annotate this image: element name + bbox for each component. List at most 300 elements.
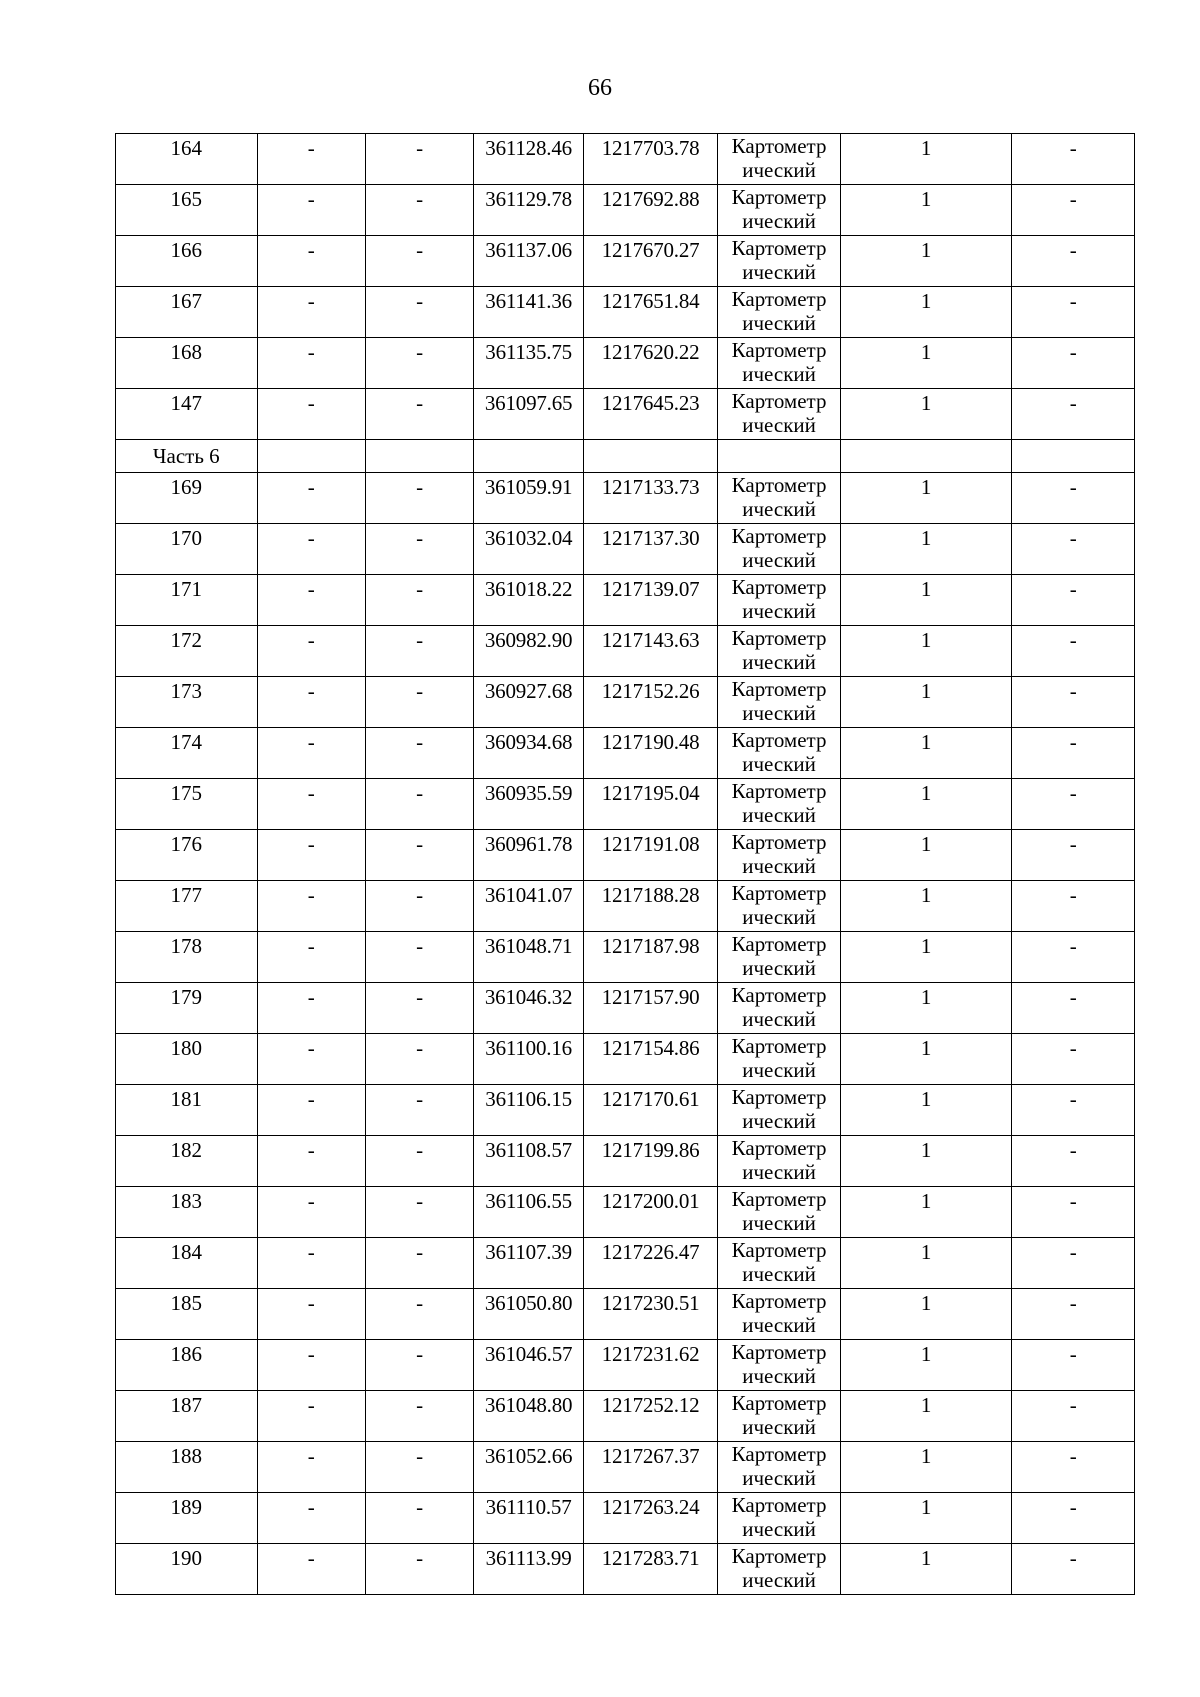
precision-cell: 1 — [840, 983, 1012, 1034]
method-cell — [718, 1340, 840, 1391]
y-coordinate-cell: 1217188.28 — [583, 881, 718, 932]
table-row — [116, 1493, 1135, 1544]
old-y-cell: - — [365, 728, 473, 779]
x-coordinate-cell: 360927.68 — [474, 677, 583, 728]
old-x-cell: - — [257, 287, 365, 338]
point-number-cell: 184 — [116, 1238, 258, 1289]
method-cell — [718, 983, 840, 1034]
x-coordinate-cell: 360935.59 — [474, 779, 583, 830]
old-x-cell: - — [257, 983, 365, 1034]
old-x-cell: - — [257, 728, 365, 779]
old-x-cell: - — [257, 1034, 365, 1085]
old-y-cell: - — [365, 287, 473, 338]
old-y-cell: - — [365, 983, 473, 1034]
old-y-cell: - — [365, 779, 473, 830]
table-row — [116, 287, 1135, 338]
old-x-cell: - — [257, 389, 365, 440]
precision-cell: 1 — [840, 287, 1012, 338]
old-y-cell: - — [365, 1544, 473, 1595]
table-row — [116, 575, 1135, 626]
method-cell — [718, 287, 840, 338]
method-line-2: ический — [742, 311, 816, 335]
description-cell: - — [1012, 389, 1135, 440]
precision-cell: 1 — [840, 1034, 1012, 1085]
x-coordinate-cell: 361100.16 — [474, 1034, 583, 1085]
method-cell — [718, 389, 840, 440]
table-row — [116, 932, 1135, 983]
y-coordinate-cell: 1217263.24 — [583, 1493, 718, 1544]
x-coordinate-cell: 361135.75 — [474, 338, 583, 389]
table-row — [116, 626, 1135, 677]
y-coordinate-cell: 1217645.23 — [583, 389, 718, 440]
old-x-cell: - — [257, 1544, 365, 1595]
y-coordinate-cell: 1217154.86 — [583, 1034, 718, 1085]
precision-cell: 1 — [840, 338, 1012, 389]
description-cell: - — [1012, 1034, 1135, 1085]
x-coordinate-cell: 360934.68 — [474, 728, 583, 779]
table-row — [116, 881, 1135, 932]
point-number-cell: 173 — [116, 677, 258, 728]
table-row — [116, 134, 1135, 185]
old-x-cell: - — [257, 1085, 365, 1136]
precision-cell: 1 — [840, 779, 1012, 830]
table-row — [116, 1085, 1135, 1136]
method-line-1: Картометр — [731, 1136, 827, 1160]
table-row — [116, 524, 1135, 575]
old-x-cell: - — [257, 575, 365, 626]
x-coordinate-cell: 361137.06 — [474, 236, 583, 287]
x-coordinate-cell: 361052.66 — [474, 1442, 583, 1493]
table-row — [116, 1544, 1135, 1595]
old-y-cell: - — [365, 1238, 473, 1289]
description-cell: - — [1012, 830, 1135, 881]
method-line-1: Картометр — [731, 1238, 827, 1262]
old-y-cell: - — [365, 830, 473, 881]
method-line-2: ический — [742, 1007, 816, 1031]
page-number: 66 — [588, 75, 612, 101]
x-coordinate-cell: 361059.91 — [474, 473, 583, 524]
point-number-cell: 180 — [116, 1034, 258, 1085]
precision-cell: 1 — [840, 728, 1012, 779]
description-cell: - — [1012, 932, 1135, 983]
point-number-cell: 182 — [116, 1136, 258, 1187]
precision-cell: 1 — [840, 236, 1012, 287]
point-number-cell: 186 — [116, 1340, 258, 1391]
method-cell — [718, 236, 840, 287]
old-x-cell: - — [257, 1238, 365, 1289]
old-x-cell: - — [257, 134, 365, 185]
table-row — [116, 1289, 1135, 1340]
old-x-cell: - — [257, 1340, 365, 1391]
description-cell: - — [1012, 983, 1135, 1034]
y-coordinate-cell: 1217170.61 — [583, 1085, 718, 1136]
method-line-1: Картометр — [731, 932, 827, 956]
method-line-2: ический — [742, 905, 816, 929]
table-row — [116, 1034, 1135, 1085]
x-coordinate-cell: 361128.46 — [474, 134, 583, 185]
description-cell: - — [1012, 1544, 1135, 1595]
description-cell: - — [1012, 881, 1135, 932]
precision-cell: 1 — [840, 932, 1012, 983]
old-y-cell: - — [365, 1085, 473, 1136]
y-coordinate-cell: 1217187.98 — [583, 932, 718, 983]
old-x-cell: - — [257, 473, 365, 524]
method-line-2: ический — [742, 1415, 816, 1439]
x-coordinate-cell: 361097.65 — [474, 389, 583, 440]
precision-cell: 1 — [840, 1340, 1012, 1391]
method-line-2: ический — [742, 1109, 816, 1133]
old-y-cell: - — [365, 473, 473, 524]
y-coordinate-cell: 1217620.22 — [583, 338, 718, 389]
point-number-cell: 188 — [116, 1442, 258, 1493]
method-cell — [718, 1187, 840, 1238]
y-coordinate-cell: 1217199.86 — [583, 1136, 718, 1187]
method-line-1: Картометр — [731, 779, 827, 803]
method-cell — [718, 1238, 840, 1289]
old-x-cell: - — [257, 185, 365, 236]
description-cell: - — [1012, 524, 1135, 575]
x-coordinate-cell: 360982.90 — [474, 626, 583, 677]
old-y-cell: - — [365, 1289, 473, 1340]
method-line-1: Картометр — [731, 473, 827, 497]
point-number-cell: 171 — [116, 575, 258, 626]
x-coordinate-cell: 361032.04 — [474, 524, 583, 575]
table-row — [116, 389, 1135, 440]
point-number-cell: 190 — [116, 1544, 258, 1595]
method-cell — [718, 1034, 840, 1085]
old-y-cell: - — [365, 932, 473, 983]
old-x-cell: - — [257, 236, 365, 287]
old-x-cell: - — [257, 1187, 365, 1238]
old-y-cell: - — [365, 524, 473, 575]
method-line-1: Картометр — [731, 1289, 827, 1313]
old-y-cell: - — [365, 881, 473, 932]
table-body-part-b — [116, 473, 1135, 1595]
table-row — [116, 1442, 1135, 1493]
point-number-cell: 187 — [116, 1391, 258, 1442]
point-number-cell: 183 — [116, 1187, 258, 1238]
point-number-cell: 147 — [116, 389, 258, 440]
x-coordinate-cell: 361113.99 — [474, 1544, 583, 1595]
method-line-1: Картометр — [731, 1085, 827, 1109]
description-cell: - — [1012, 575, 1135, 626]
table-row — [116, 779, 1135, 830]
method-cell — [718, 338, 840, 389]
old-y-cell: - — [365, 185, 473, 236]
table-row — [116, 236, 1135, 287]
method-line-1: Картометр — [731, 1391, 827, 1415]
method-line-2: ический — [742, 497, 816, 521]
old-x-cell: - — [257, 1136, 365, 1187]
method-line-2: ический — [742, 1517, 816, 1541]
old-y-cell: - — [365, 1493, 473, 1544]
precision-cell: 1 — [840, 1544, 1012, 1595]
y-coordinate-cell: 1217252.12 — [583, 1391, 718, 1442]
old-y-cell: - — [365, 677, 473, 728]
old-y-cell: - — [365, 236, 473, 287]
method-line-2: ический — [742, 650, 816, 674]
method-line-2: ический — [742, 854, 816, 878]
method-line-2: ический — [742, 599, 816, 623]
method-cell — [718, 677, 840, 728]
method-line-2: ический — [742, 1160, 816, 1184]
x-coordinate-cell: 361048.71 — [474, 932, 583, 983]
old-x-cell: - — [257, 1391, 365, 1442]
old-y-cell: - — [365, 389, 473, 440]
description-cell: - — [1012, 185, 1135, 236]
method-line-1: Картометр — [731, 1493, 827, 1517]
point-number-cell: 189 — [116, 1493, 258, 1544]
precision-cell: 1 — [840, 473, 1012, 524]
y-coordinate-cell: 1217226.47 — [583, 1238, 718, 1289]
old-y-cell: - — [365, 626, 473, 677]
method-line-1: Картометр — [731, 1544, 827, 1568]
x-coordinate-cell: 360961.78 — [474, 830, 583, 881]
method-line-2: ический — [742, 1313, 816, 1337]
method-cell — [718, 1085, 840, 1136]
precision-cell: 1 — [840, 1289, 1012, 1340]
old-y-cell: - — [365, 575, 473, 626]
method-line-1: Картометр — [731, 575, 827, 599]
old-x-cell: - — [257, 932, 365, 983]
precision-cell: 1 — [840, 185, 1012, 236]
precision-cell: 1 — [840, 1391, 1012, 1442]
description-cell: - — [1012, 134, 1135, 185]
point-number-cell: 178 — [116, 932, 258, 983]
method-cell — [718, 881, 840, 932]
y-coordinate-cell: 1217231.62 — [583, 1340, 718, 1391]
point-number-cell: 175 — [116, 779, 258, 830]
old-x-cell: - — [257, 677, 365, 728]
method-line-2: ический — [742, 260, 816, 284]
x-coordinate-cell: 361106.55 — [474, 1187, 583, 1238]
method-cell — [718, 1493, 840, 1544]
section-row — [116, 440, 1135, 473]
old-x-cell: - — [257, 779, 365, 830]
table-row — [116, 1136, 1135, 1187]
section-header — [116, 440, 1135, 473]
precision-cell: 1 — [840, 1493, 1012, 1544]
method-cell — [718, 1289, 840, 1340]
table-row — [116, 983, 1135, 1034]
old-y-cell: - — [365, 134, 473, 185]
method-line-2: ический — [742, 1364, 816, 1388]
method-cell — [718, 1136, 840, 1187]
y-coordinate-cell: 1217157.90 — [583, 983, 718, 1034]
precision-cell: 1 — [840, 1085, 1012, 1136]
old-x-cell: - — [257, 338, 365, 389]
method-line-1: Картометр — [731, 287, 827, 311]
point-number-cell: 181 — [116, 1085, 258, 1136]
table-row — [116, 1340, 1135, 1391]
table-row — [116, 728, 1135, 779]
table-row — [116, 473, 1135, 524]
y-coordinate-cell: 1217651.84 — [583, 287, 718, 338]
point-number-cell: 174 — [116, 728, 258, 779]
method-line-1: Картометр — [731, 983, 827, 1007]
table-row — [116, 338, 1135, 389]
old-x-cell: - — [257, 1493, 365, 1544]
description-cell: - — [1012, 677, 1135, 728]
method-line-1: Картометр — [731, 185, 827, 209]
method-line-2: ический — [742, 1211, 816, 1235]
old-y-cell: - — [365, 1340, 473, 1391]
method-cell — [718, 779, 840, 830]
description-cell: - — [1012, 1442, 1135, 1493]
x-coordinate-cell: 361050.80 — [474, 1289, 583, 1340]
method-cell — [718, 1544, 840, 1595]
table-row — [116, 1187, 1135, 1238]
y-coordinate-cell: 1217283.71 — [583, 1544, 718, 1595]
y-coordinate-cell: 1217143.63 — [583, 626, 718, 677]
y-coordinate-cell: 1217195.04 — [583, 779, 718, 830]
method-line-1: Картометр — [731, 830, 827, 854]
description-cell: - — [1012, 1340, 1135, 1391]
point-number-cell: 176 — [116, 830, 258, 881]
point-number-cell: 167 — [116, 287, 258, 338]
description-cell: - — [1012, 1493, 1135, 1544]
method-line-2: ический — [742, 209, 816, 233]
method-line-1: Картометр — [731, 236, 827, 260]
method-cell — [718, 524, 840, 575]
y-coordinate-cell: 1217200.01 — [583, 1187, 718, 1238]
method-line-2: ический — [742, 1466, 816, 1490]
x-coordinate-cell: 361110.57 — [474, 1493, 583, 1544]
table-row — [116, 1238, 1135, 1289]
y-coordinate-cell: 1217137.30 — [583, 524, 718, 575]
y-coordinate-cell: 1217133.73 — [583, 473, 718, 524]
description-cell: - — [1012, 779, 1135, 830]
x-coordinate-cell: 361046.57 — [474, 1340, 583, 1391]
table-body-part-a — [116, 134, 1135, 440]
description-cell: - — [1012, 1187, 1135, 1238]
old-x-cell: - — [257, 881, 365, 932]
old-x-cell: - — [257, 524, 365, 575]
description-cell: - — [1012, 473, 1135, 524]
method-cell — [718, 830, 840, 881]
method-cell — [718, 1391, 840, 1442]
method-line-2: ический — [742, 158, 816, 182]
method-line-1: Картометр — [731, 626, 827, 650]
method-line-2: ический — [742, 362, 816, 386]
x-coordinate-cell: 361018.22 — [474, 575, 583, 626]
x-coordinate-cell: 361129.78 — [474, 185, 583, 236]
precision-cell: 1 — [840, 1442, 1012, 1493]
method-line-1: Картометр — [731, 338, 827, 362]
x-coordinate-cell: 361106.15 — [474, 1085, 583, 1136]
old-x-cell: - — [257, 1289, 365, 1340]
x-coordinate-cell: 361046.32 — [474, 983, 583, 1034]
method-line-2: ический — [742, 548, 816, 572]
description-cell: - — [1012, 1289, 1135, 1340]
precision-cell: 1 — [840, 524, 1012, 575]
x-coordinate-cell: 361141.36 — [474, 287, 583, 338]
table-row — [116, 830, 1135, 881]
description-cell: - — [1012, 236, 1135, 287]
x-coordinate-cell: 361048.80 — [474, 1391, 583, 1442]
method-line-1: Картометр — [731, 728, 827, 752]
old-y-cell: - — [365, 1136, 473, 1187]
old-y-cell: - — [365, 1391, 473, 1442]
description-cell: - — [1012, 1085, 1135, 1136]
old-y-cell: - — [365, 1187, 473, 1238]
y-coordinate-cell: 1217267.37 — [583, 1442, 718, 1493]
y-coordinate-cell: 1217670.27 — [583, 236, 718, 287]
old-x-cell: - — [257, 626, 365, 677]
coordinates-table — [115, 133, 1135, 1595]
method-line-2: ический — [742, 956, 816, 980]
method-line-2: ический — [742, 1262, 816, 1286]
precision-cell: 1 — [840, 1136, 1012, 1187]
description-cell: - — [1012, 728, 1135, 779]
y-coordinate-cell: 1217703.78 — [583, 134, 718, 185]
method-line-1: Картометр — [731, 1340, 827, 1364]
precision-cell: 1 — [840, 881, 1012, 932]
method-line-1: Картометр — [731, 389, 827, 413]
section-label: Часть 6 — [116, 440, 258, 473]
method-line-1: Картометр — [731, 881, 827, 905]
precision-cell: 1 — [840, 677, 1012, 728]
description-cell: - — [1012, 1238, 1135, 1289]
method-line-2: ический — [742, 701, 816, 725]
point-number-cell: 169 — [116, 473, 258, 524]
point-number-cell: 172 — [116, 626, 258, 677]
table-row — [116, 1391, 1135, 1442]
point-number-cell: 170 — [116, 524, 258, 575]
table-row — [116, 677, 1135, 728]
method-line-1: Картометр — [731, 134, 827, 158]
y-coordinate-cell: 1217191.08 — [583, 830, 718, 881]
precision-cell: 1 — [840, 1187, 1012, 1238]
method-cell — [718, 473, 840, 524]
precision-cell: 1 — [840, 575, 1012, 626]
method-cell — [718, 626, 840, 677]
old-x-cell: - — [257, 830, 365, 881]
precision-cell: 1 — [840, 830, 1012, 881]
method-line-2: ический — [742, 1058, 816, 1082]
precision-cell: 1 — [840, 626, 1012, 677]
old-y-cell: - — [365, 338, 473, 389]
method-cell — [718, 1442, 840, 1493]
y-coordinate-cell: 1217692.88 — [583, 185, 718, 236]
method-line-1: Картометр — [731, 677, 827, 701]
description-cell: - — [1012, 338, 1135, 389]
method-line-2: ический — [742, 413, 816, 437]
method-cell — [718, 932, 840, 983]
x-coordinate-cell: 361107.39 — [474, 1238, 583, 1289]
method-line-1: Картометр — [731, 1034, 827, 1058]
point-number-cell: 164 — [116, 134, 258, 185]
precision-cell: 1 — [840, 1238, 1012, 1289]
method-cell — [718, 575, 840, 626]
precision-cell: 1 — [840, 389, 1012, 440]
method-line-2: ический — [742, 1568, 816, 1592]
old-x-cell: - — [257, 1442, 365, 1493]
point-number-cell: 185 — [116, 1289, 258, 1340]
method-cell — [718, 134, 840, 185]
description-cell: - — [1012, 1391, 1135, 1442]
method-line-1: Картометр — [731, 1187, 827, 1211]
description-cell: - — [1012, 1136, 1135, 1187]
table-row — [116, 185, 1135, 236]
point-number-cell: 177 — [116, 881, 258, 932]
x-coordinate-cell: 361108.57 — [474, 1136, 583, 1187]
method-line-2: ический — [742, 752, 816, 776]
point-number-cell: 168 — [116, 338, 258, 389]
point-number-cell: 166 — [116, 236, 258, 287]
description-cell: - — [1012, 626, 1135, 677]
point-number-cell: 179 — [116, 983, 258, 1034]
